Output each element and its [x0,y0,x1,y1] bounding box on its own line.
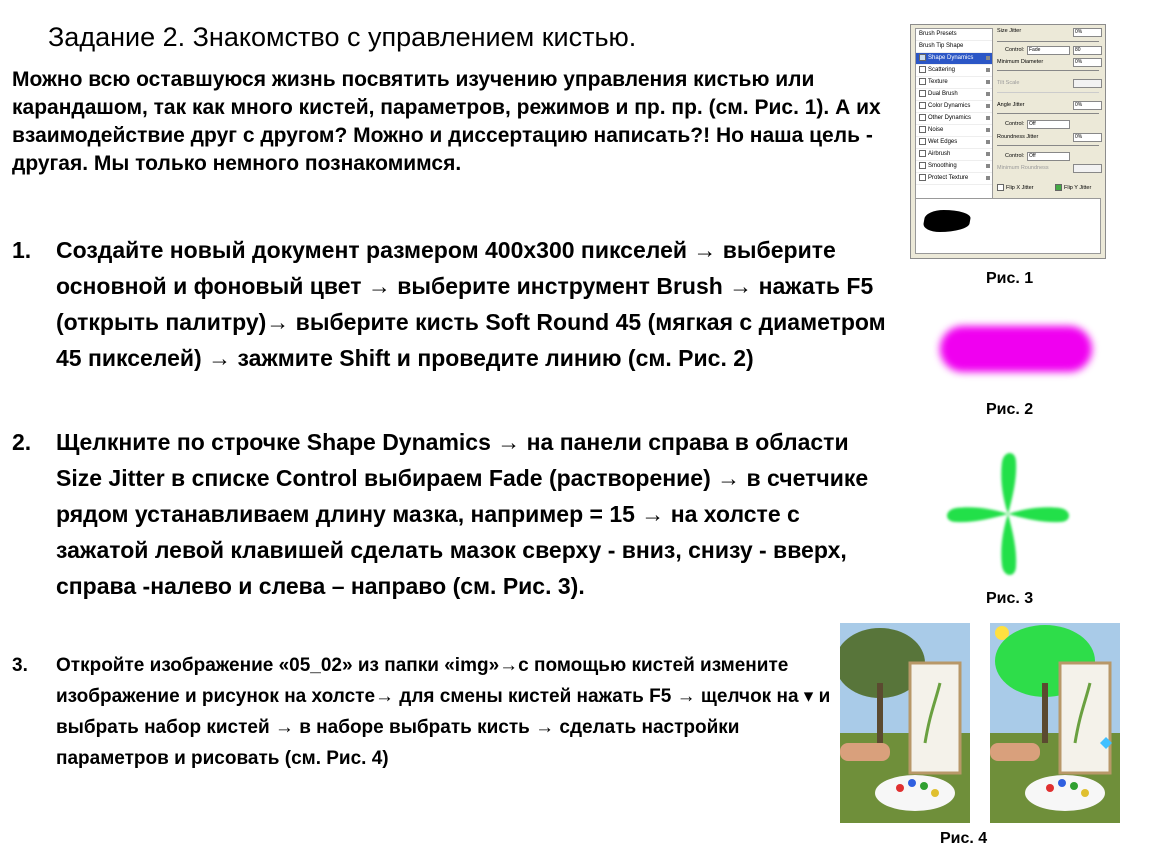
min-diameter-field: 0% [1073,58,1102,67]
lock-icon [986,116,990,120]
petal-right [1008,507,1069,522]
option-checkbox [919,90,926,97]
option-checkbox [919,78,926,85]
lock-icon [986,140,990,144]
intro-paragraph: Можно всю оставшуюся жизнь посвятить изучению управления кистью или карандашом, так как много кистей, параметров, режимов и пр. пр. (см. Рис. 1). А их взаимодействие друг с другом? Можно и диссертацию написать?! Но наша цель - другая. Мы только немного познакомимся. [12,68,881,175]
shape-dynamics-settings [997,28,1101,216]
option-checkbox [919,54,926,61]
brush-option-item [916,29,992,41]
angle-jitter-label: Angle Jitter [997,102,1025,108]
min-roundness-field [1073,164,1102,173]
step-number: 3. [12,655,28,676]
option-checkbox [919,102,926,109]
brush-option-item [916,149,992,161]
option-label: Texture [928,79,948,85]
option-label: Noise [928,127,944,133]
control-select-angle: Off [1027,120,1070,129]
brush-option-item [916,101,992,113]
control-label-3: Control: [1005,153,1025,159]
option-checkbox [919,138,926,145]
option-label: Shape Dynamics [928,55,974,61]
option-checkbox [919,126,926,133]
brush-option-item [916,125,992,137]
brushes-panel-screenshot [910,24,1106,259]
angle-jitter-field: 0% [1073,101,1102,110]
step-text: Создайте новый документ размером 400x300 пикселей → выберите основной и фоновый цвет → выберите инструмент Brush → нажать F5 (открыть палитру)→ выберите кисть Soft Round 45 (мягкая с диаметром 45 пикселей) → зажмите Shift и проведите линию (см. Рис. 2) [56,237,886,371]
roundness-jitter-slider [997,145,1099,146]
flip-x-checkbox: Flip X Jitter [997,184,1034,191]
step-number: 2. [12,429,32,455]
option-checkbox [919,150,926,157]
option-label: Color Dynamics [928,103,971,109]
option-label: Smoothing [928,163,957,169]
option-label: Dual Brush [928,91,958,97]
figure-caption-2: Рис. 2 [986,401,1034,418]
soft-round-stroke [940,326,1092,372]
control-label: Control: [1005,47,1025,53]
control-select-fade: Fade [1027,46,1070,55]
option-label: Other Dynamics [928,115,972,121]
petal-top [1001,453,1016,514]
photo-original [840,623,970,823]
tilt-scale-slider [997,92,1099,93]
brush-option-item [916,41,992,53]
size-jitter-label: Size Jitter [997,28,1022,34]
min-diameter-label: Minimum Diameter [997,59,1044,65]
size-jitter-field: 0% [1073,28,1102,37]
lock-icon [986,104,990,108]
option-label: Brush Presets [919,31,957,37]
option-label: Wet Edges [928,139,958,145]
roundness-jitter-field: 0% [1073,133,1102,142]
page-title: Задание 2. Знакомство с управлением кистью. [48,22,637,52]
angle-jitter-slider [997,113,1099,114]
brush-option-item [916,113,992,125]
brush-option-item [916,89,992,101]
brush-option-item [916,173,992,185]
figure-caption-3: Рис. 3 [986,590,1034,607]
figure-caption-1: Рис. 1 [986,270,1034,287]
lock-icon [986,92,990,96]
brush-option-item [916,65,992,77]
option-checkbox [919,114,926,121]
min-diameter-slider [997,70,1099,71]
step-number: 1. [12,237,32,263]
roundness-jitter-label: Roundness Jitter [997,134,1039,140]
stroke-preview-shape [922,210,972,232]
step-text: Щелкните по строчке Shape Dynamics → на панели справа в области Size Jitter в списке Control выбираем Fade (растворение) → в счетчике рядом устанавливаем длину мазка, например = 15 → на холсте с зажатой левой клавишей сделать мазок сверху - вниз, снизу - вверх, справа -налево и слева – направо (см. Рис. 3). [56,429,869,599]
brush-option-item [916,77,992,89]
petal-bottom [1001,514,1016,575]
control-label-2: Control: [1005,121,1025,127]
option-checkbox [919,162,926,169]
fade-steps-field: 80 [1073,46,1102,55]
option-checkbox [919,174,926,181]
tilt-scale-field [1073,79,1102,88]
flip-y-checkbox: Flip Y Jitter [1055,184,1091,191]
lock-icon [986,68,990,72]
lock-icon [986,56,990,60]
option-label: Scattering [928,67,956,73]
option-label: Protect Texture [928,175,969,181]
petal-left [947,507,1008,522]
photo-edited [990,623,1120,823]
figure-caption-4: Рис. 4 [940,830,988,847]
lock-icon [986,164,990,168]
option-checkbox [919,66,926,73]
option-label: Brush Tip Shape [919,43,964,49]
tilt-scale-label: Tilt Scale [997,80,1020,86]
brush-options-list [915,28,993,218]
lock-icon [986,80,990,84]
step-text: Откройте изображение «05_02» из папки «img»→с помощью кистей измените изображение и рисунок на холсте→ для смены кистей нажать F5 → щелчок на ▾ и выбрать набор кистей → в наборе выбрать кисть → сделать настройки параметров и рисовать (см. Рис. 4) [56,655,831,769]
brush-option-item [916,161,992,173]
fade-strokes-figure [942,448,1074,580]
lock-icon [986,176,990,180]
brush-option-item [916,53,992,65]
min-roundness-label: Minimum Roundness [997,165,1049,171]
lock-icon [986,152,990,156]
option-label: Airbrush [928,151,951,157]
size-jitter-slider [997,41,1099,42]
brush-stroke-preview [915,198,1101,254]
lock-icon [986,128,990,132]
control-select-roundness: Off [1027,152,1070,161]
brush-option-item [916,137,992,149]
